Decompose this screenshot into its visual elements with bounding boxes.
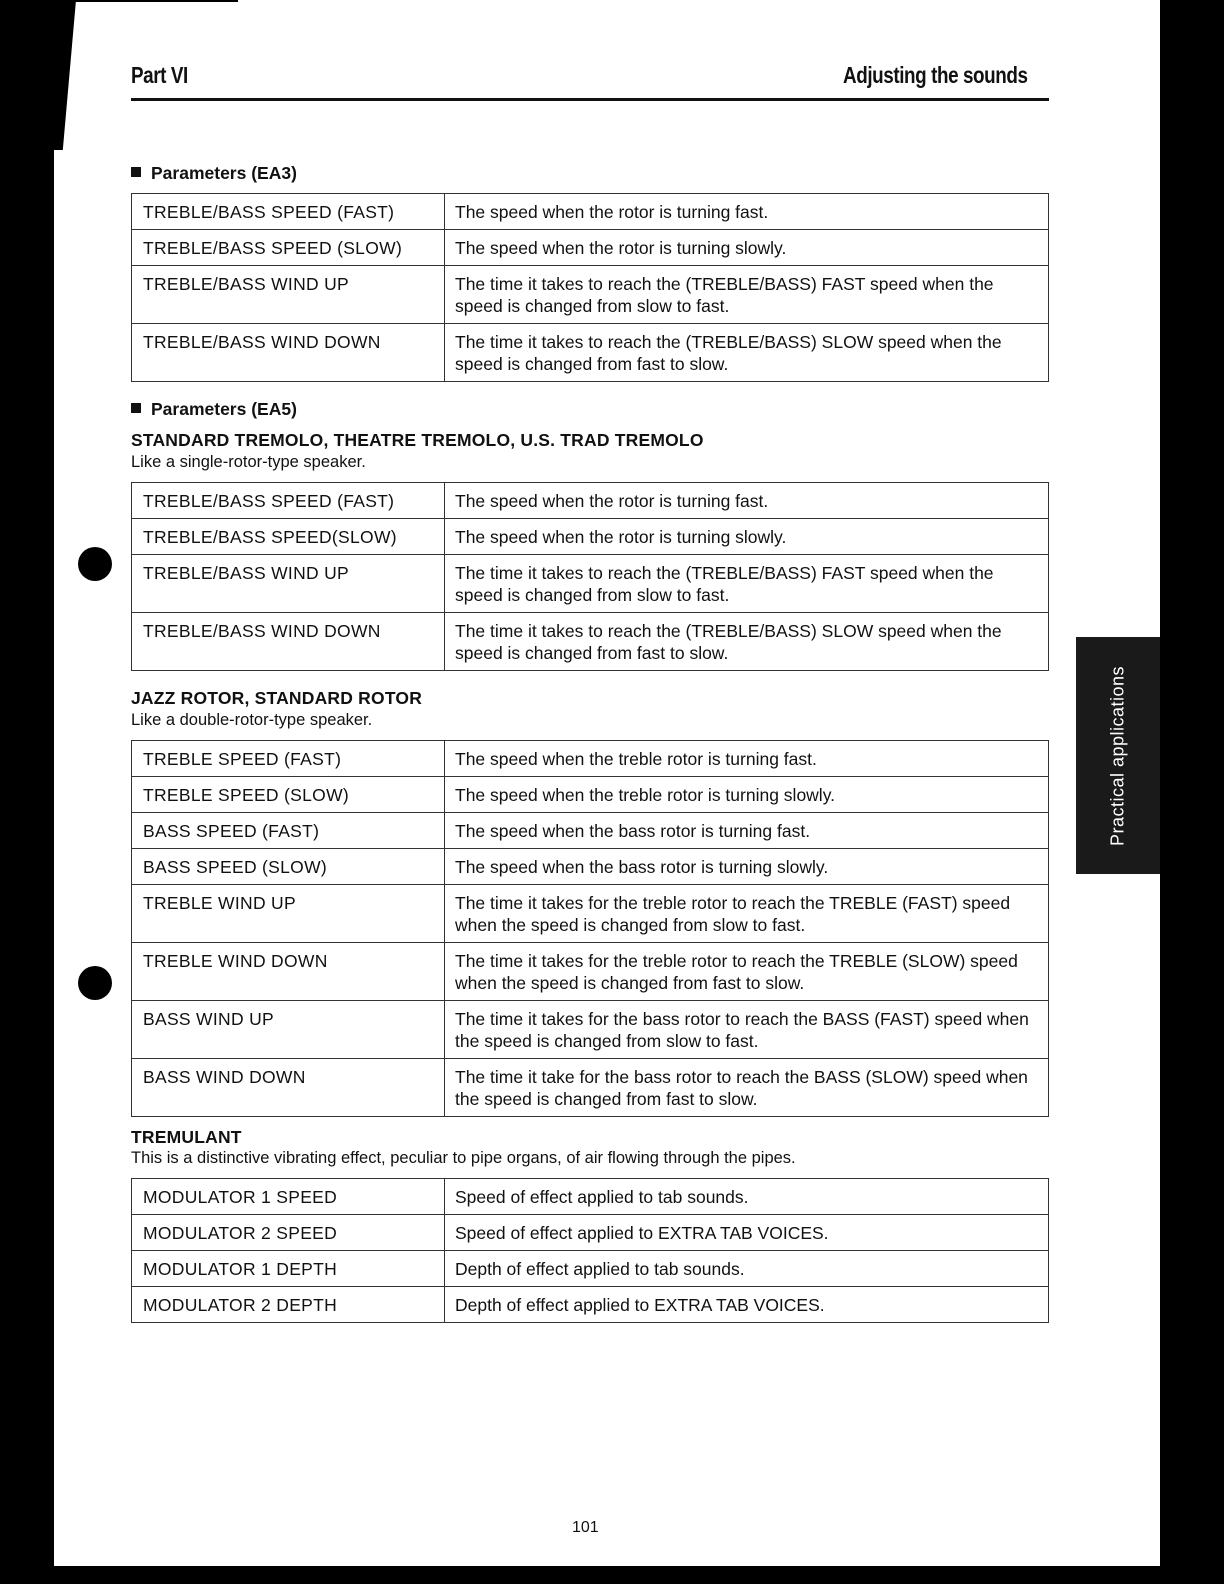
table-row <box>132 777 1049 813</box>
table-tremolo <box>131 482 1049 671</box>
scan-edge-left <box>0 0 54 1584</box>
param-name: TREBLE WIND DOWN <box>132 943 445 1001</box>
param-name: BASS SPEED (SLOW) <box>132 849 445 885</box>
param-description: The time it takes to reach the (TREBLE/BASS) FAST speed when the speed is changed from slow to fast. <box>445 266 1049 324</box>
scan-edge-bottom <box>0 1566 1224 1584</box>
side-tab <box>1076 637 1160 874</box>
param-name: TREBLE SPEED (FAST) <box>132 741 445 777</box>
param-description: The time it takes to reach the (TREBLE/BASS) FAST speed when the speed is changed from slow to fast. <box>445 555 1049 613</box>
subheading-rotor: JAZZ ROTOR, STANDARD ROTOR <box>131 688 423 708</box>
table-row <box>132 943 1049 1001</box>
param-description: The speed when the rotor is turning slowly. <box>445 230 1049 266</box>
param-name: BASS WIND UP <box>132 1001 445 1059</box>
param-name: TREBLE SPEED (SLOW) <box>132 777 445 813</box>
table-row <box>132 885 1049 943</box>
param-name: BASS WIND DOWN <box>132 1059 445 1117</box>
table-row <box>132 555 1049 613</box>
description-rotor: Like a double-rotor-type speaker. <box>131 711 373 729</box>
table-row <box>132 1287 1049 1323</box>
param-name: TREBLE/BASS SPEED (SLOW) <box>132 230 445 266</box>
param-name: TREBLE/BASS WIND UP <box>132 555 445 613</box>
section-heading-ea5 <box>131 399 297 420</box>
description-tremolo: Like a single-rotor-type speaker. <box>131 453 366 471</box>
table-row <box>132 266 1049 324</box>
binder-hole <box>78 547 112 581</box>
param-description: The speed when the rotor is turning slowly. <box>445 519 1049 555</box>
param-description: The speed when the bass rotor is turning slowly. <box>445 849 1049 885</box>
scan-edge-top <box>54 0 238 2</box>
param-name: MODULATOR 2 DEPTH <box>132 1287 445 1323</box>
param-name: MODULATOR 1 DEPTH <box>132 1251 445 1287</box>
param-name: TREBLE/BASS WIND UP <box>132 266 445 324</box>
param-description: Depth of effect applied to tab sounds. <box>445 1251 1049 1287</box>
param-description: The speed when the rotor is turning fast. <box>445 194 1049 230</box>
param-description: Speed of effect applied to tab sounds. <box>445 1179 1049 1215</box>
param-name: TREBLE/BASS SPEED (FAST) <box>132 483 445 519</box>
table-row <box>132 813 1049 849</box>
subheading-tremulant: TREMULANT <box>131 1127 242 1147</box>
table-row <box>132 613 1049 671</box>
table-row <box>132 1001 1049 1059</box>
param-name: TREBLE/BASS SPEED (FAST) <box>132 194 445 230</box>
subheading-tremolo: STANDARD TREMOLO, THEATRE TREMOLO, U.S. TRAD TREMOLO <box>131 430 704 450</box>
table-tremulant <box>131 1178 1049 1323</box>
section-heading-text: Parameters (EA5) <box>151 399 297 419</box>
param-description: The speed when the bass rotor is turning fast. <box>445 813 1049 849</box>
param-description: The time it takes to reach the (TREBLE/BASS) SLOW speed when the speed is changed from fast to slow. <box>445 613 1049 671</box>
header-part: Part VI <box>131 62 188 88</box>
param-description: The time it take for the bass rotor to reach the BASS (SLOW) speed when the speed is changed from fast to slow. <box>445 1059 1049 1117</box>
section-heading-ea3 <box>131 163 297 184</box>
section-heading-text: Parameters (EA3) <box>151 163 297 183</box>
table-row <box>132 1059 1049 1117</box>
table-ea3 <box>131 193 1049 382</box>
table-row <box>132 1179 1049 1215</box>
param-description: The time it takes for the treble rotor to reach the TREBLE (SLOW) speed when the speed is changed from fast to slow. <box>445 943 1049 1001</box>
param-description: The speed when the rotor is turning fast. <box>445 483 1049 519</box>
table-row <box>132 1215 1049 1251</box>
scan-edge-notch <box>54 0 76 150</box>
header-title: Adjusting the sounds <box>843 62 1028 88</box>
param-name: TREBLE/BASS WIND DOWN <box>132 324 445 382</box>
header-rule <box>131 98 1049 101</box>
page-number: 101 <box>572 1519 599 1536</box>
side-tab-label: Practical applications <box>1107 665 1128 846</box>
param-name: MODULATOR 2 SPEED <box>132 1215 445 1251</box>
param-description: Depth of effect applied to EXTRA TAB VOICES. <box>445 1287 1049 1323</box>
table-row <box>132 1251 1049 1287</box>
square-bullet-icon <box>131 403 141 413</box>
param-description: The speed when the treble rotor is turning slowly. <box>445 777 1049 813</box>
param-description: The time it takes for the bass rotor to reach the BASS (FAST) speed when the speed is changed from slow to fast. <box>445 1001 1049 1059</box>
table-row <box>132 194 1049 230</box>
param-description: The speed when the treble rotor is turning fast. <box>445 741 1049 777</box>
description-tremulant: This is a distinctive vibrating effect, peculiar to pipe organs, of air flowing through the pipes. <box>131 1149 796 1167</box>
binder-hole <box>78 966 112 1000</box>
table-row <box>132 741 1049 777</box>
table-rotor <box>131 740 1049 1117</box>
param-description: Speed of effect applied to EXTRA TAB VOICES. <box>445 1215 1049 1251</box>
table-row <box>132 230 1049 266</box>
table-row <box>132 324 1049 382</box>
table-row <box>132 519 1049 555</box>
param-description: The time it takes to reach the (TREBLE/BASS) SLOW speed when the speed is changed from fast to slow. <box>445 324 1049 382</box>
table-row <box>132 849 1049 885</box>
param-name: TREBLE/BASS SPEED(SLOW) <box>132 519 445 555</box>
table-row <box>132 483 1049 519</box>
param-name: TREBLE WIND UP <box>132 885 445 943</box>
param-description: The time it takes for the treble rotor to reach the TREBLE (FAST) speed when the speed is changed from slow to fast. <box>445 885 1049 943</box>
square-bullet-icon <box>131 167 141 177</box>
param-name: MODULATOR 1 SPEED <box>132 1179 445 1215</box>
param-name: TREBLE/BASS WIND DOWN <box>132 613 445 671</box>
scan-edge-right <box>1160 0 1224 1584</box>
param-name: BASS SPEED (FAST) <box>132 813 445 849</box>
